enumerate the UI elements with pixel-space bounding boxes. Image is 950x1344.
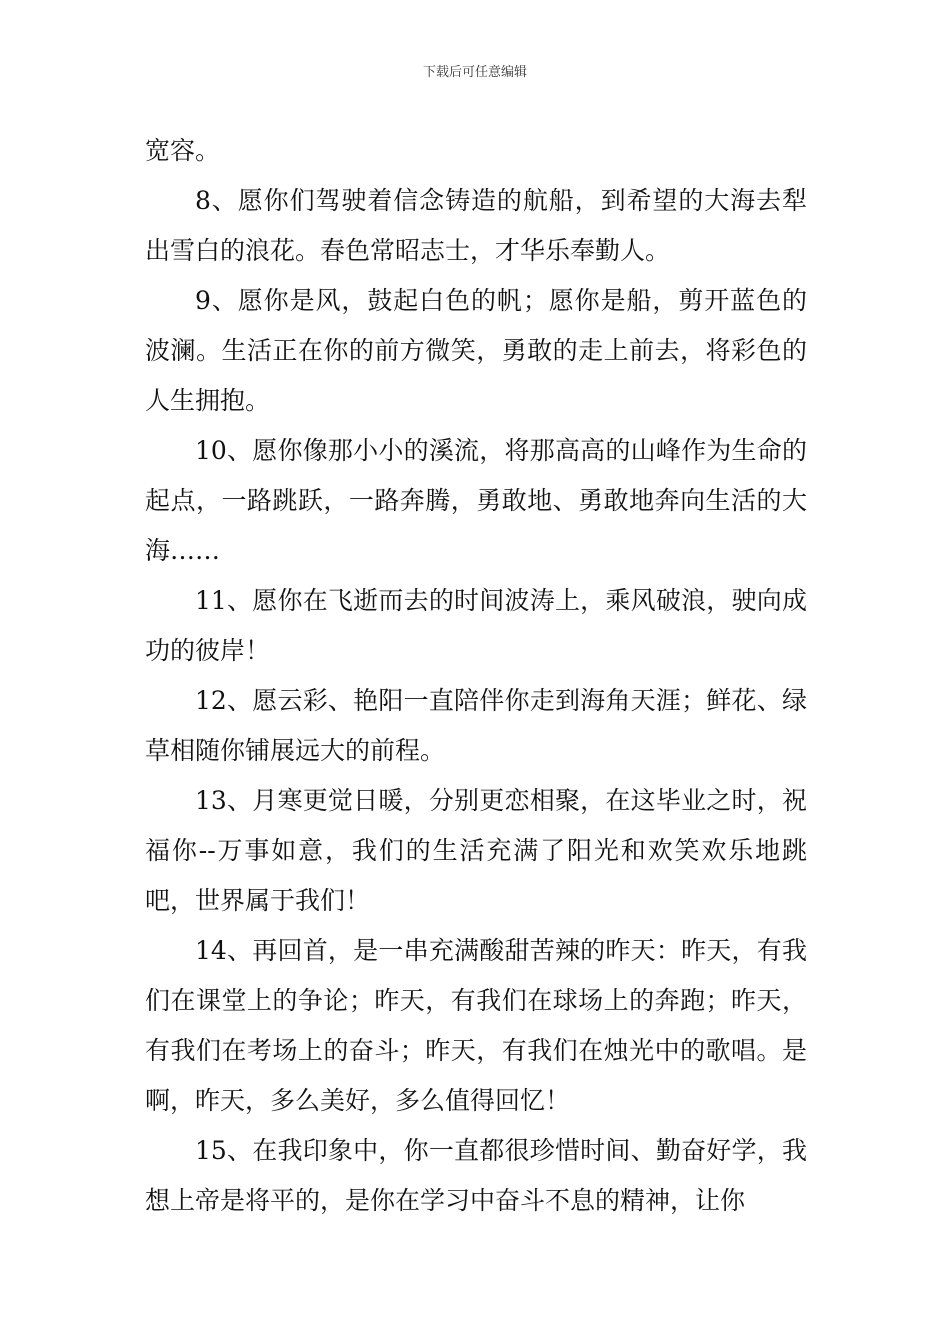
paragraph-item-14: 14、再回首，是一串充满酸甜苦辣的昨天：昨天，有我们在课堂上的争论；昨天，有我们在球场上的奔跑；昨天，有我们在考场上的奋斗；昨天，有我们在烛光中的歌唱。是啊，昨天，多么美好，多么值得回忆！	[145, 936, 807, 1115]
paragraph-continuation: 宽容。	[145, 136, 221, 165]
paragraph-item-9: 9、愿你是风，鼓起白色的帆；愿你是船，剪开蓝色的波澜。生活正在你的前方微笑，勇敢的走上前去，将彩色的人生拥抱。	[145, 286, 807, 415]
paragraph-item-8: 8、愿你们驾驶着信念铸造的航船，到希望的大海去犁出雪白的浪花。春色常昭志士，才华乐奉勤人。	[145, 186, 807, 265]
paragraph-item-11: 11、愿你在飞逝而去的时间波涛上，乘风破浪，驶向成功的彼岸！	[145, 586, 807, 665]
paragraph-item-10: 10、愿你像那小小的溪流，将那高高的山峰作为生命的起点，一路跳跃，一路奔腾，勇敢地、勇敢地奔向生活的大海……	[145, 436, 807, 565]
page-header: 下载后可任意编辑	[422, 65, 527, 80]
paragraph-item-13: 13、月寒更觉日暖，分别更恋相聚，在这毕业之时，祝福你--万事如意，我们的生活充满了阳光和欢笑欢乐地跳吧，世界属于我们！	[145, 786, 807, 915]
paragraph-item-15: 15、在我印象中，你一直都很珍惜时间、勤奋好学，我想上帝是将平的，是你在学习中奋斗不息的精神，让你	[145, 1136, 807, 1215]
paragraph-item-12: 12、愿云彩、艳阳一直陪伴你走到海角天涯；鲜花、绿草相随你铺展远大的前程。	[145, 686, 807, 765]
document-body	[145, 126, 807, 1226]
